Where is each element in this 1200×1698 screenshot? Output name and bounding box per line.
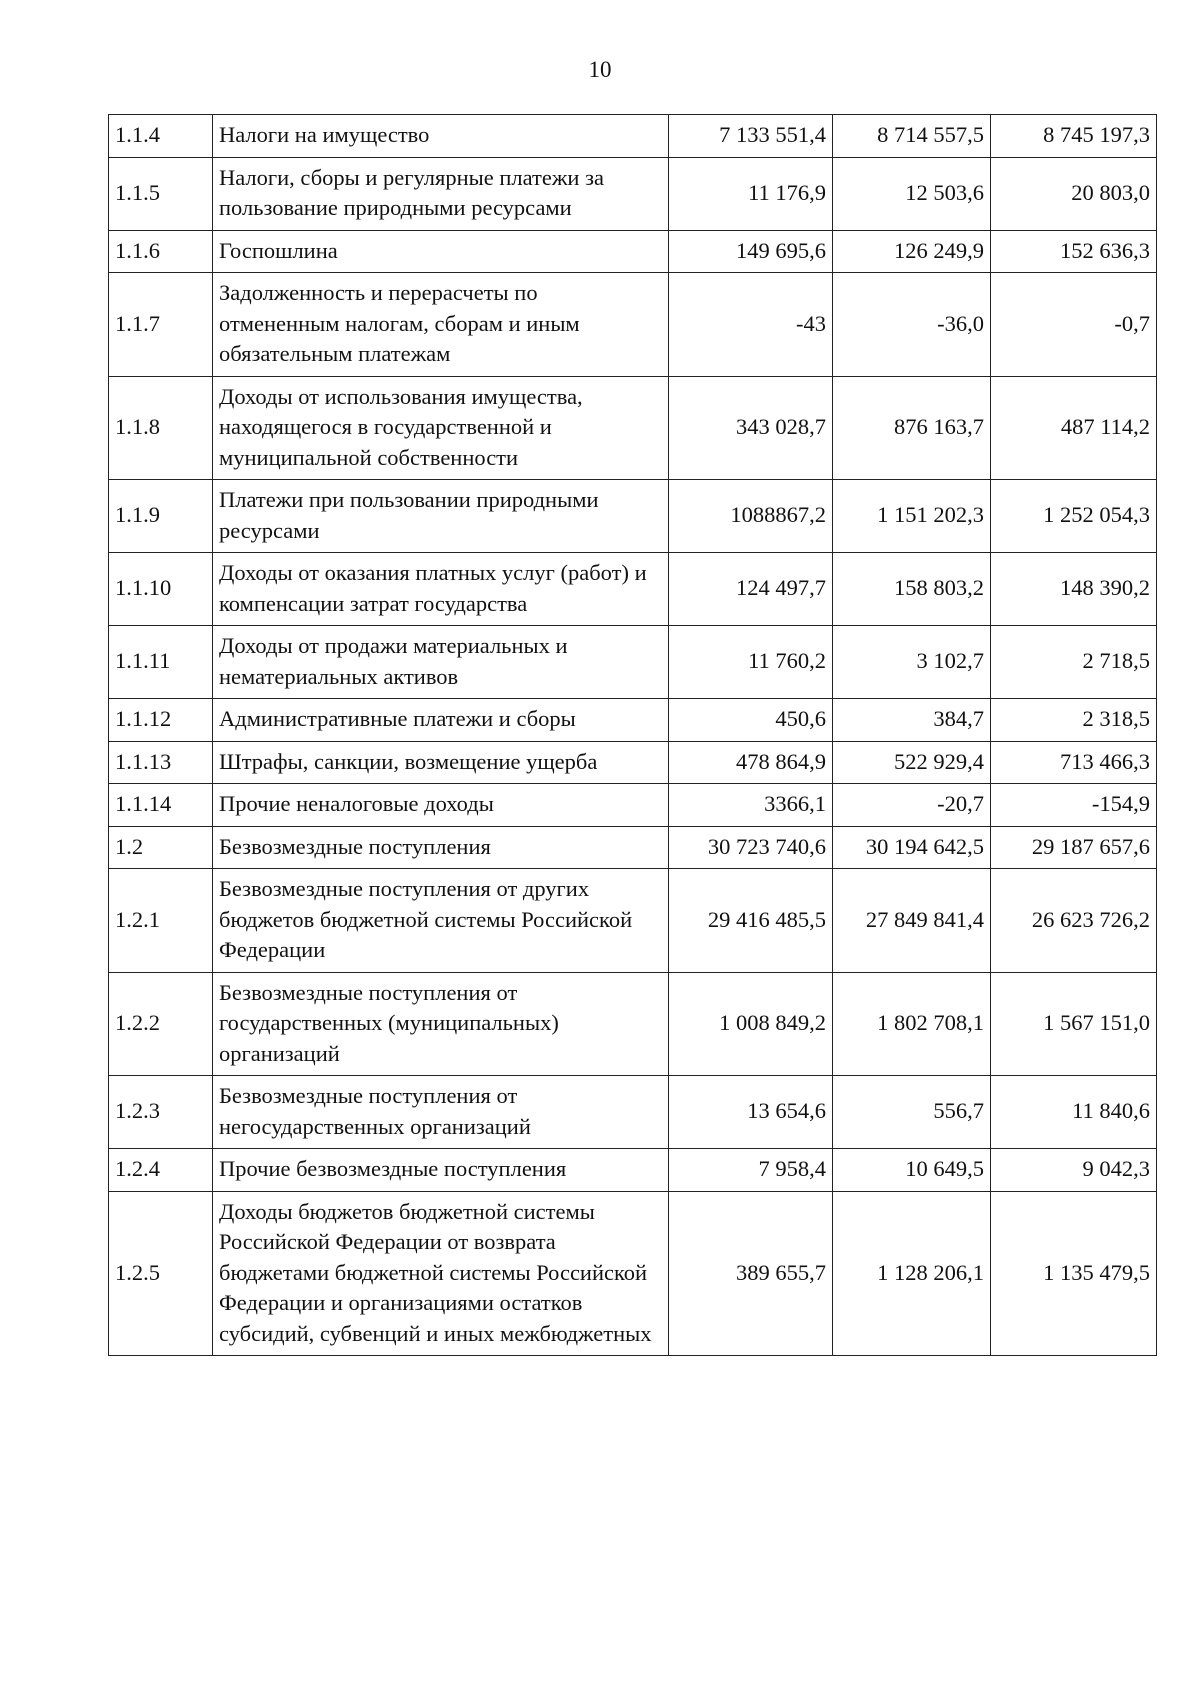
table-row xyxy=(109,699,1157,742)
row-name: Прочие безвозмездные поступления xyxy=(213,1149,669,1192)
row-value-3: 152 636,3 xyxy=(991,230,1157,273)
table-row xyxy=(109,1149,1157,1192)
row-code: 1.2.1 xyxy=(109,869,213,973)
row-name: Безвозмездные поступления от негосударственных организаций xyxy=(213,1076,669,1149)
row-code: 1.1.4 xyxy=(109,115,213,158)
row-value-1: 389 655,7 xyxy=(669,1191,833,1356)
row-value-3: 8 745 197,3 xyxy=(991,115,1157,158)
row-value-3: 29 187 657,6 xyxy=(991,826,1157,869)
row-name: Безвозмездные поступления от других бюджетов бюджетной системы Российской Федерации xyxy=(213,869,669,973)
page-number: 10 xyxy=(588,57,612,82)
row-value-1: 7 958,4 xyxy=(669,1149,833,1192)
row-value-1: 1 008 849,2 xyxy=(669,972,833,1076)
row-code: 1.1.9 xyxy=(109,480,213,553)
row-value-2: 384,7 xyxy=(833,699,991,742)
row-name: Безвозмездные поступления xyxy=(213,826,669,869)
row-value-2: 30 194 642,5 xyxy=(833,826,991,869)
row-value-1: 478 864,9 xyxy=(669,741,833,784)
row-value-2: 876 163,7 xyxy=(833,376,991,480)
row-value-1: 450,6 xyxy=(669,699,833,742)
table-row xyxy=(109,741,1157,784)
table-row xyxy=(109,626,1157,699)
row-value-3: 148 390,2 xyxy=(991,553,1157,626)
row-value-1: 7 133 551,4 xyxy=(669,115,833,158)
row-name: Задолженность и перерасчеты по отмененным налогам, сборам и иным обязательным платежам xyxy=(213,273,669,377)
row-value-2: 126 249,9 xyxy=(833,230,991,273)
row-value-2: -20,7 xyxy=(833,784,991,827)
row-name: Налоги на имущество xyxy=(213,115,669,158)
table-row xyxy=(109,1191,1157,1356)
row-value-1: 124 497,7 xyxy=(669,553,833,626)
row-value-1: 3366,1 xyxy=(669,784,833,827)
row-name: Доходы от использования имущества, находящегося в государственной и муниципальной собственности xyxy=(213,376,669,480)
table-row xyxy=(109,972,1157,1076)
row-value-1: -43 xyxy=(669,273,833,377)
table-row xyxy=(109,376,1157,480)
table-row xyxy=(109,230,1157,273)
row-code: 1.1.11 xyxy=(109,626,213,699)
row-value-1: 30 723 740,6 xyxy=(669,826,833,869)
table-row xyxy=(109,115,1157,158)
row-value-3: 20 803,0 xyxy=(991,157,1157,230)
row-value-2: 1 151 202,3 xyxy=(833,480,991,553)
row-value-3: 1 135 479,5 xyxy=(991,1191,1157,1356)
row-value-2: 522 929,4 xyxy=(833,741,991,784)
row-code: 1.1.14 xyxy=(109,784,213,827)
row-value-3: 487 114,2 xyxy=(991,376,1157,480)
row-code: 1.1.6 xyxy=(109,230,213,273)
row-name: Прочие неналоговые доходы xyxy=(213,784,669,827)
row-code: 1.1.12 xyxy=(109,699,213,742)
row-code: 1.1.7 xyxy=(109,273,213,377)
row-value-1: 343 028,7 xyxy=(669,376,833,480)
row-name: Доходы от оказания платных услуг (работ) и компенсации затрат государства xyxy=(213,553,669,626)
row-value-1: 149 695,6 xyxy=(669,230,833,273)
row-value-3: -154,9 xyxy=(991,784,1157,827)
row-code: 1.2.5 xyxy=(109,1191,213,1356)
row-value-2: 12 503,6 xyxy=(833,157,991,230)
row-value-2: 8 714 557,5 xyxy=(833,115,991,158)
row-value-3: 11 840,6 xyxy=(991,1076,1157,1149)
table-row xyxy=(109,1076,1157,1149)
row-value-2: 158 803,2 xyxy=(833,553,991,626)
row-code: 1.1.5 xyxy=(109,157,213,230)
row-code: 1.2.4 xyxy=(109,1149,213,1192)
table-row xyxy=(109,273,1157,377)
row-value-3: -0,7 xyxy=(991,273,1157,377)
row-value-3: 2 718,5 xyxy=(991,626,1157,699)
row-value-3: 713 466,3 xyxy=(991,741,1157,784)
row-name: Платежи при пользовании природными ресурсами xyxy=(213,480,669,553)
row-name: Доходы бюджетов бюджетной системы Российской Федерации от возврата бюджетами бюджетной системы Российской Федерации и организациями остатков субсидий, субвенций и иных межбюджетных xyxy=(213,1191,669,1356)
row-name: Госпошлина xyxy=(213,230,669,273)
table-row xyxy=(109,480,1157,553)
row-value-3: 1 252 054,3 xyxy=(991,480,1157,553)
table-row xyxy=(109,157,1157,230)
table-row xyxy=(109,784,1157,827)
row-code: 1.1.8 xyxy=(109,376,213,480)
row-value-2: 27 849 841,4 xyxy=(833,869,991,973)
row-name: Доходы от продажи материальных и нематериальных активов xyxy=(213,626,669,699)
row-value-2: 3 102,7 xyxy=(833,626,991,699)
table-row xyxy=(109,553,1157,626)
row-name: Административные платежи и сборы xyxy=(213,699,669,742)
row-name: Налоги, сборы и регулярные платежи за пользование природными ресурсами xyxy=(213,157,669,230)
row-code: 1.2.3 xyxy=(109,1076,213,1149)
row-value-1: 11 176,9 xyxy=(669,157,833,230)
row-value-1: 13 654,6 xyxy=(669,1076,833,1149)
table-row xyxy=(109,826,1157,869)
row-value-2: -36,0 xyxy=(833,273,991,377)
row-value-3: 9 042,3 xyxy=(991,1149,1157,1192)
row-name: Штрафы, санкции, возмещение ущерба xyxy=(213,741,669,784)
row-name: Безвозмездные поступления от государственных (муниципальных) организаций xyxy=(213,972,669,1076)
row-value-3: 26 623 726,2 xyxy=(991,869,1157,973)
row-value-3: 2 318,5 xyxy=(991,699,1157,742)
row-value-1: 11 760,2 xyxy=(669,626,833,699)
row-code: 1.1.13 xyxy=(109,741,213,784)
row-code: 1.2 xyxy=(109,826,213,869)
row-value-1: 1088867,2 xyxy=(669,480,833,553)
budget-revenue-table xyxy=(108,114,1157,1356)
table-row xyxy=(109,869,1157,973)
row-value-3: 1 567 151,0 xyxy=(991,972,1157,1076)
row-value-2: 556,7 xyxy=(833,1076,991,1149)
row-code: 1.2.2 xyxy=(109,972,213,1076)
row-value-2: 1 802 708,1 xyxy=(833,972,991,1076)
row-value-1: 29 416 485,5 xyxy=(669,869,833,973)
row-value-2: 1 128 206,1 xyxy=(833,1191,991,1356)
row-value-2: 10 649,5 xyxy=(833,1149,991,1192)
row-code: 1.1.10 xyxy=(109,553,213,626)
